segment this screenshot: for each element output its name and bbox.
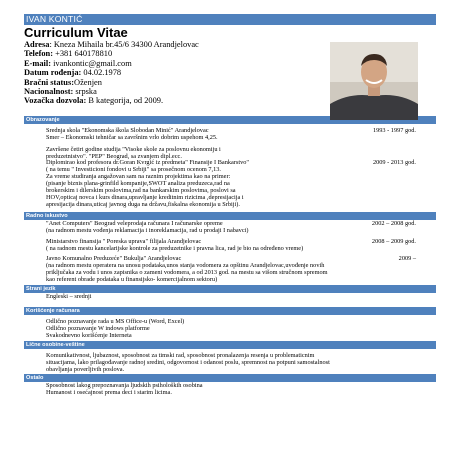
info-row-marital: Bračni status:Oženjen xyxy=(24,77,102,87)
section-strani-jezik: Strani jezik xyxy=(24,285,436,293)
language-line: Engleski – srednji xyxy=(46,293,92,301)
section-radno-iskustvo: Radno iskustvo xyxy=(24,212,436,220)
cv-page xyxy=(24,14,436,444)
portrait-svg xyxy=(330,42,418,120)
info-row-email: E-mail: ivankontic@gmail.com xyxy=(24,58,132,68)
skills-block: Komunikativnost, ljubaznost, sposobnost za timski rad, sposobnost pronalazenja resenja u problematicnim situacijama, lako prilagođavanje radnoj sredini, odgovornost i odanost poslu, spremnost na potpuni samostalnost obavljanja poverljivih poslova. xyxy=(46,351,330,373)
section-koriscenje-racunara: Korišćenje računara xyxy=(24,307,436,315)
info-row-nationality: Nacionalnost: srpska xyxy=(24,87,97,97)
education-block: Srednja skola "Ekonomska škola Slobodan Minić" Arandjelovac 1993 - 1997 god. Smer – Ekonomski tehničar sa završnim vrlo dobrim uspehom 4,25. Završene četiri godine studija "Visoke skole za poslovnu ekonomiju i preduzetnistvo". "PEP" Beograd, sa zvanjem dipl.ecc. Diplomirao kod profesora dr.Goran Kvrgić iz predmeta" Finansije I Bankarstvo" 2009 - 2013 god. ( na temu " Investicioni fondovi u Srbiji" sa prosečnom ocenom 7,13. Za vreme studiranja angažovan sam na raznim projektima kao na primer: (pisanje biznis plana-grinfild kompanije,SWOT analiza preduzeca,rad na brokerskim i dilerskim poslovima,rad na bankarskim poslovima, poslovi sa HOV,opticaj novca i kurs dinara,upravljanje kreditnim rizicima ,depresijacija i apresijacija dinara,uticaj javnog duga na državu,fiskalna ekonomija u Srbiji). xyxy=(46,126,416,208)
info-row-birthdate: Datum rođenja: 04.02.1978 xyxy=(24,68,122,78)
computer-block: Odlično poznavanje rada u MS Office-u (Word, Excel) Odlično poznavanje W indows platforme Svakodnevno korišćenje Interneta xyxy=(46,317,185,339)
name-bar: IVAN KONTIĆ xyxy=(24,14,436,25)
work-block: "Anet Computers" Beograd veleprodaja računara I računarske opreme 2002 – 2008 god. (na radnom mestu vođenja reklamacija i inoreklamacija, rad u prodaji I nabavci) Ministarstvo finansija " Poreska uprava" filijala Arandjelovac 2008 – 2009 god. ( na radnom mestu kancelarijske kontrole za preduzetnike i pravna lica, rad je bio na određeno vreme) Javno Komunalno Preduzeće" Bukulja" Arandjelovac 2009 – (na radnom mestu operatera na unosu podataka,unos stanja vodomera za opštinu Arandjelovac,uvođenje novih priključaka za vodu i unos zapisnika o zameni vodomera, a od 2013 god. na mestu sa višom stručnom spremom kao referent obrade podataka u finansijsko- komercijalnom sektoru) xyxy=(46,219,416,284)
portrait-photo-icon xyxy=(330,42,418,120)
section-obrazovanje: Obrazovanje xyxy=(24,116,436,124)
info-row-license: Vozačka dozvola: B kategorija, od 2009. xyxy=(24,96,164,106)
cv-title: Curriculum Vitae xyxy=(24,25,128,40)
info-row-phone: Telefon: +381 640178810 xyxy=(24,49,113,59)
section-licne-osobine: Lične osobine-veštine xyxy=(24,341,436,349)
other-block: Sposobnost lakog prepoznavanja ljudskih psiholoških osobina Humanost i osećajnost prema deci i starim licima. xyxy=(46,382,203,397)
info-row-address: Adresa: Kneza Mihaila br.45/6 34300 Arandjelovac xyxy=(24,40,199,49)
section-ostalo: Ostalo xyxy=(24,374,436,382)
